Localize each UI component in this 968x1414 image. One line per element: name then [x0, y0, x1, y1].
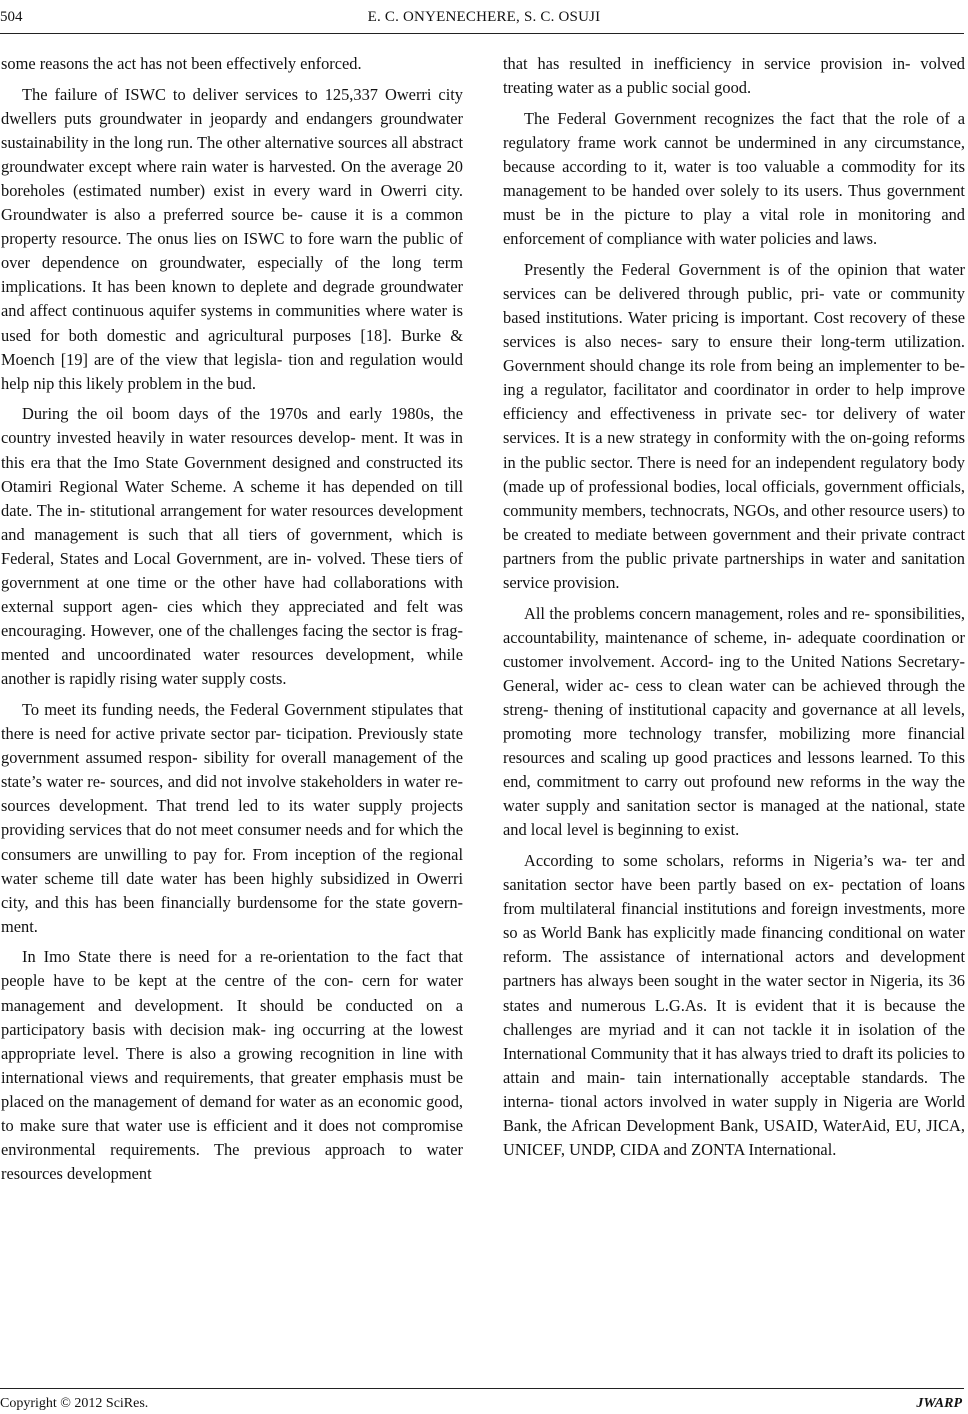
- footer-rule: [0, 1388, 964, 1389]
- paragraph: some reasons the act has not been effectively enforced.: [1, 54, 362, 73]
- page-number: 504: [0, 9, 23, 25]
- paragraph: Presently the Federal Government is of the opinion that water services can be delivered through public, pri- vate or community based institutions. Water pricing is important. Cost recovery of these services is also neces- sary to ensure their long-term utilization. Government should change its role from being an implementer to be- ing a regulator, facilitator and coordinator in order to help improve efficiency and effectiveness in private sec- tor delivery of water services. It is a new strategy in conformity with the on-going reforms in the public sector. There is need for an independent regulatory body (made up of professional bodies, local officials, government officials, community members, technocrats, NGOs, and other resource users) to be created to mediate between government and their private contract partners from the public private partnerships in water and sanitation service provision.: [503, 259, 965, 592]
- paragraph: During the oil boom days of the 1970s and early 1980s, the country invested heavily in water resources develop- ment. It was in this era that the Imo State Government designed and constructed its Otamiri Regional Water Scheme. A scheme it has depended on till date. The in- stitutional arrangement for water resources development and management is such that all tiers of government, which is Federal, States and Local Government, are in- volved. These tiers of government at one time or the other have had collaborations with external support agen- cies which they appreciated and felt was encouraging. However, one of the challenges facing the sector is frag- mented and uncoordinated water resources development, while another is rapidly rising water supply costs.: [1, 404, 463, 689]
- right-column: [503, 52, 965, 1162]
- left-column: [1, 52, 463, 1186]
- paragraph: To meet its funding needs, the Federal Government stipulates that there is need for active private sector par- ticipation. Previously state government assumed respon- sibility for overall management of the state’s water re- sources, and did not involve stakeholders in water re- sources development. That trend led to its water supply projects providing services that do not meet consumer needs and for which the consumers are unwilling to pay for. From inception of the regional water scheme till date water has been highly subsidized in Owerri city, and this has been financially burdensome for the state govern- ment.: [1, 699, 463, 936]
- paragraph: that has resulted in inefficiency in service provision in- volved treating water as a public social good.: [503, 54, 965, 98]
- paragraph: According to some scholars, reforms in Nigeria’s wa- ter and sanitation sector have been partly based on ex- pectation of loans from multilateral financial institutions and foreign investments, more so as World Bank has explicitly made financing conditional on water reform. The assistance of international actors and development partners has always been sought in the water sector in Nigeria, its 36 states and numerous L.G.As. It is evident that it is because the challenges are myriad and it can not tackle it in isolation of the International Community that it has always tried to draft its policies to attain and main- tain internationally acceptable standards. The interna- tional actors involved in water supply in Nigeria are World Bank, the African Development Bank, USAID, WaterAid, EU, JICA, UNICEF, UNDP, CIDA and ZONTA International.: [503, 851, 965, 1160]
- paragraph: The failure of ISWC to deliver services to 125,337 Owerri city dwellers puts groundwater in jeopardy and endangers groundwater sustainability in the long run. The other alternative sources all abstract groundwater except where rain water is harvested. On the average 20 boreholes (estimated number) exist in every ward in Owerri city. Groundwater is also a preferred source be- cause it is a common property resource. The onus lies on ISWC to fore warn the public of over dependence on groundwater, especially of the long term implications. It has been known to deplete and degrade groundwater and affect continuous aquifer systems in communities where water is used for both domestic and agricultural purposes [18]. Burke & Moench [19] are of the view that legisla- tion and regulation would help nip this likely problem in the bud.: [1, 84, 463, 393]
- paragraph: All the problems concern management, roles and re- sponsibilities, accountability, maintenance of scheme, in- adequate coordination or customer involvement. Accord- ing to the United Nations Secretary-General, wider ac- cess to clean water can be achieved through the streng- thening of institutional capacity and governance at all levels, promoting more technology transfer, mobilizing more financial resources and scaling up good practices and lessons learned. To this end, commitment to carry out profound new reforms in the way the water supply and sanitation sector is managed at the national, state and local level is beginning to exist.: [503, 603, 965, 840]
- paragraph: In Imo State there is need for a re-orientation to the fact that people have to be kept at the centre of the con- cern for water management and development. It should be conducted on a participatory basis with decision mak- ing occurring at the lowest appropriate level. There is also a growing recognition in line with international views and requirements, that greater emphasis must be placed on the management of demand for water as an economic good, to make sure that water use is efficient and it does not compromise environmental requirements. The previous approach to water resources development: [1, 947, 463, 1184]
- paragraph: The Federal Government recognizes the fact that the role of a regulatory frame work cannot be undermined in any circumstance, because according to it, water is too valuable a commodity for its management to be handed over solely to its users. Thus government must be in the picture to play a vital role in monitoring and enforcement of compliance with water policies and laws.: [503, 108, 965, 249]
- header-rule: [0, 33, 964, 34]
- journal-abbreviation: JWARP: [916, 1396, 962, 1411]
- copyright-notice: Copyright © 2012 SciRes.: [0, 1396, 149, 1411]
- running-head: E. C. ONYENECHERE, S. C. OSUJI: [367, 9, 601, 25]
